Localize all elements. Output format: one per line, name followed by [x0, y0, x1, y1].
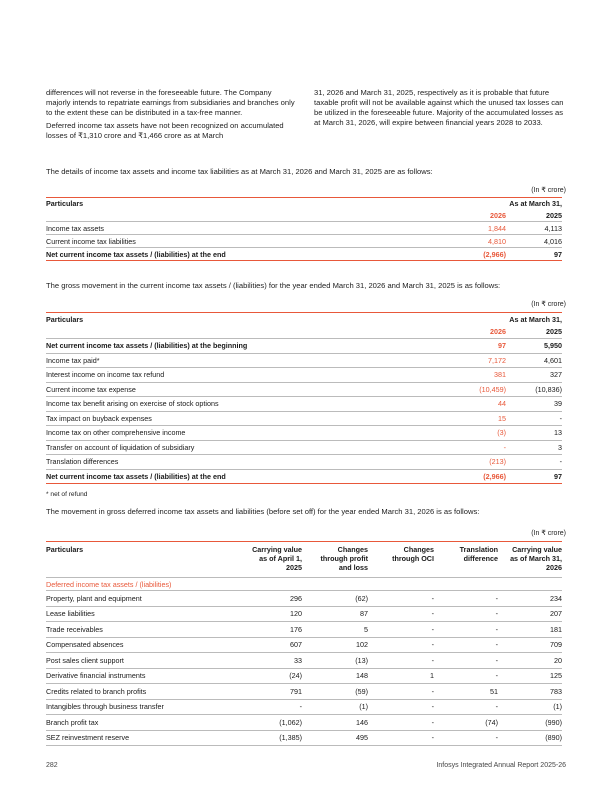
table-row: SEZ reinvestment reserve (1,385) 495 - - (890) — [46, 730, 562, 746]
table2-lead: The gross movement in the current income tax assets / (liabilities) for the year ended March 31, 2026 and March 31, 2025 is as follows: — [46, 281, 501, 290]
table-row: Compensated absences 607 102 - - 709 — [46, 637, 562, 653]
deferred-tax-table — [46, 541, 562, 746]
report-title-footer: Infosys Integrated Annual Report 2025-26 — [436, 762, 566, 769]
table-row: Branch profit tax (1,062) 146 - (74) (990) — [46, 715, 562, 731]
table-row: Derivative financial instruments (24) 148 1 - 125 — [46, 668, 562, 684]
table3-section-label: Deferred income tax assets / (liabilities) — [46, 578, 562, 591]
intro-right-column — [314, 88, 566, 131]
table2-year-2025: 2025 — [506, 326, 562, 339]
table-row: Income tax benefit arising on exercise of stock options 44 39 — [46, 397, 562, 412]
table-row: Income tax assets 1,844 4,113 — [46, 223, 562, 233]
table2-unit: (In ₹ crore) — [531, 301, 566, 308]
table-row: Credits related to branch profits 791 (59) - 51 783 — [46, 684, 562, 700]
table-row: Property, plant and equipment 296 (62) - - 234 — [46, 591, 562, 607]
table2-header-as-at: As at March 31, — [509, 314, 562, 324]
table3-unit: (In ₹ crore) — [531, 530, 566, 537]
income-tax-table — [46, 197, 562, 261]
table1-year-2025: 2025 — [506, 210, 562, 222]
intro-left-paragraph-2: Deferred income tax assets have not been recognized on accumulated losses of ₹1,310 crore and ₹1,466 crore as at March — [46, 121, 284, 140]
table2-year-2026: 2026 — [432, 326, 506, 339]
footnote-net-of-refund: * net of refund — [46, 491, 88, 498]
table-row: Translation differences (213) - — [46, 455, 562, 470]
table3-header-translation: Translation difference — [459, 545, 498, 563]
table-row: Lease liabilities 120 87 - - 207 — [46, 606, 562, 622]
table1-lead: The details of income tax assets and income tax liabilities as at March 31, 2026 and March 31, 2025 are as follows: — [46, 167, 433, 176]
table-row: Current income tax expense (10,459) (10,836) — [46, 382, 562, 397]
table-row: Net current income tax assets / (liabilities) at the beginning 97 5,950 — [46, 339, 562, 354]
table-row-total: Net current income tax assets / (liabilities) at the end (2,966) 97 — [46, 469, 562, 484]
table3-header-oci: Changes through OCI — [392, 545, 434, 563]
page-number: 282 — [46, 762, 58, 769]
table3-lead: The movement in gross deferred income tax assets and liabilities (before set off) for the year ended March 31, 2026 is as follows: — [46, 507, 480, 516]
table3-header-opening: Carrying value as of April 1, 2025 — [252, 545, 302, 572]
table-row: Tax impact on buyback expenses 15 - — [46, 411, 562, 426]
table-row: Transfer on account of liquidation of subsidiary - 3 — [46, 440, 562, 455]
table-row: Trade receivables 176 5 - - 181 — [46, 622, 562, 638]
table-row: Current income tax liabilities 4,810 4,016 — [46, 236, 562, 246]
table-row: Income tax paid* 7,172 4,601 — [46, 353, 562, 368]
table1-year-2026: 2026 — [432, 210, 506, 222]
table-row: Intangibles through business transfer - (1) - - (1) — [46, 699, 562, 715]
table3-header-particulars: Particulars — [46, 545, 84, 554]
table1-header-particulars: Particulars — [46, 199, 84, 209]
gross-movement-table — [46, 312, 562, 484]
intro-left-paragraph-1: differences will not reverse in the foreseeable future. The Company majorly intends to repatriate earnings from subsidiaries and branches only to the extent these can be distributed in a tax-free manner. — [46, 88, 295, 117]
intro-left-column — [46, 88, 296, 144]
table2-header-particulars: Particulars — [46, 314, 84, 324]
intro-right-paragraph-1: 31, 2026 and March 31, 2025, respectively as it is probable that future taxable profit will not be available against which the unused tax losses can be utilized in the foreseeable future. Majority of the accumulated losses as at March 31, 2026, will expire between financial years 2028 to 2033. — [314, 88, 564, 127]
table3-header-profit-loss: Changes through profit and loss — [320, 545, 368, 572]
table-row: Post sales client support 33 (13) - - 20 — [46, 653, 562, 669]
table3-header-closing: Carrying value as of March 31, 2026 — [510, 545, 562, 572]
table-row: Income tax on other comprehensive income (3) 13 — [46, 426, 562, 441]
table1-header-as-at: As at March 31, — [509, 199, 562, 209]
table-row-total: Net current income tax assets / (liabilities) at the end (2,966) 97 — [46, 249, 562, 259]
table1-unit: (In ₹ crore) — [531, 187, 566, 194]
table-row: Interest income on income tax refund 381 327 — [46, 368, 562, 383]
